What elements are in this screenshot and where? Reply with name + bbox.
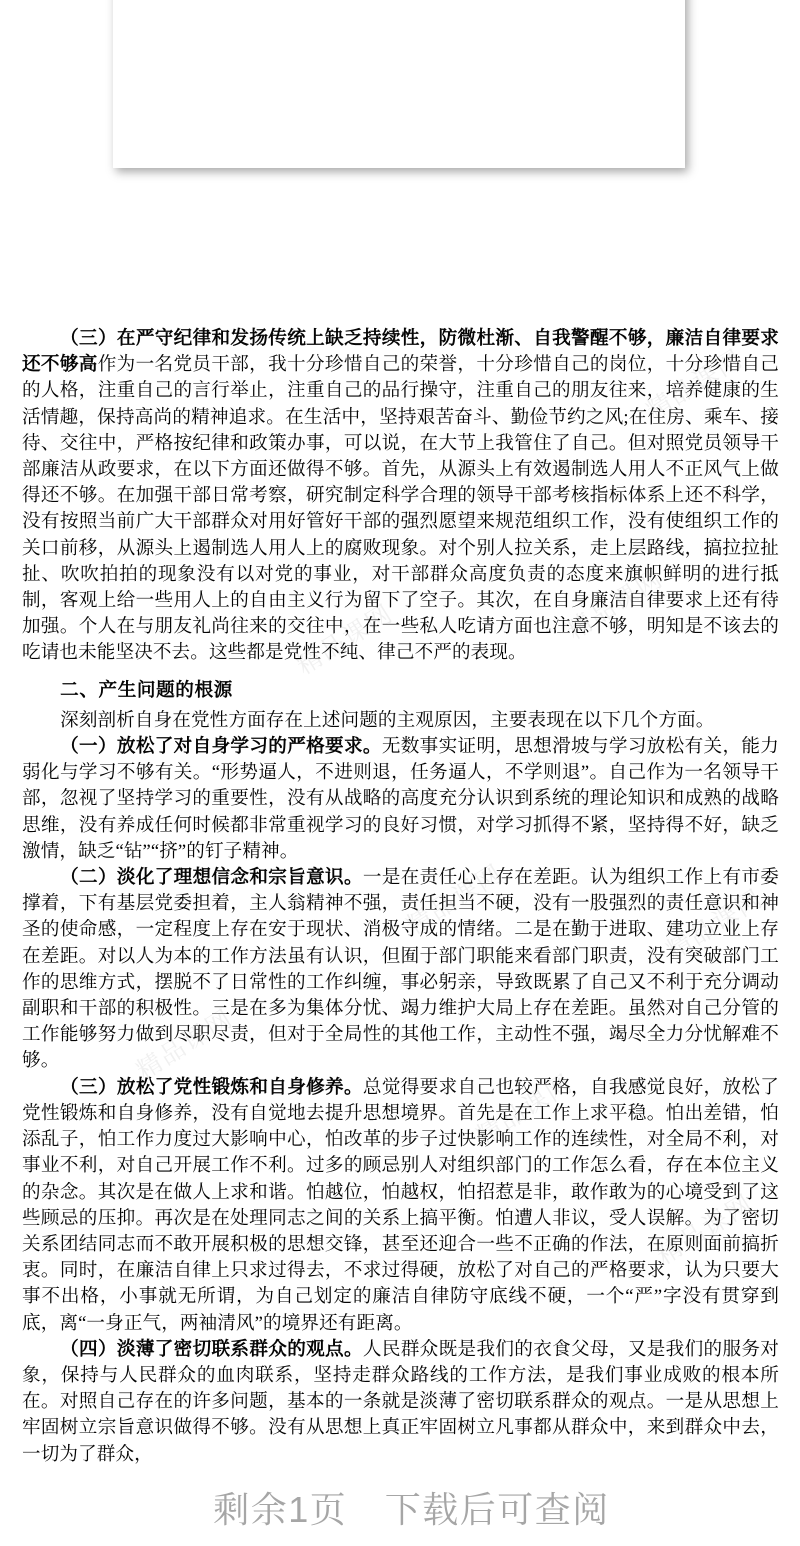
section-three-paragraph (22, 326, 779, 667)
watermark-text: 精品课网 (661, 884, 769, 966)
watermark-text: 精品课网 (471, 1069, 579, 1151)
watermark-text: 精品课网 (401, 859, 509, 941)
root-cause-item-2-heading: （二）淡化了理想信念和宗旨意识。 (60, 867, 363, 889)
section-three-body: 作为一名党员干部，我十分珍惜自己的荣誉，十分珍惜自己的岗位，十分珍惜自己的人格，注重自己的言行举止，注重自己的品行操守，注重自己的朋友往来，培养健康的生活情趣，保持高尚的精神追求。在生活中，坚持艰苦奋斗、勤俭节约之风;在住房、乘车、接待、交往中，严格按纪律和政策办事，可以说，在大节上我管住了自己。但对照党员领导干部廉洁从政要求，在以下方面还做得不够。首先，从源头上有效遏制选人用人不正风气上做得还不够。在加强干部日常考察，研究制定科学合理的领导干部考核指标体系上还不科学，没有按照当前广大干部群众对用好管好干部的强烈愿望来规范组织工作，没有使组织工作的关口前移，从源头上遏制选人用人上的腐败现象。对个别人拉关系，走上层路线，搞拉拉扯扯、吹吹拍拍的现象没有以对党的事业，对干部群众高度负责的态度来旗帜鲜明的进行抵制，客观上给一些用人上的自由主义行为留下了空子。其次，在自身廉洁自律要求上还有待加强。个人在与朋友礼尚往来的交往中，在一些私人吃请方面也注意不够，明知是不该去的吃请也未能坚决不去。这些都是党性不纯、律己不严的表现。 (22, 354, 779, 664)
root-cause-item-3-body: 总觉得要求自己也较严格，自我感觉良好，放松了党性锻炼和自身修养，没有自觉地去提升思想境界。首先是在工作上求平稳。怕出差错，怕添乱子，怕工作力度过大影响中心，怕改革的步子过快影响工作的连续性，对全局不利，对事业不利，对自己开展工作不利。过多的顾忌别人对组织部门的工作怎么看，存在本位主义的杂念。其次是在做人上求和谐。怕越位，怕越权，怕招惹是非，敢作敢为的心境受到了这些顾忌的压抑。再次是在处理同志之间的关系上搞平衡。怕遭人非议，受人误解。为了密切关系团结同志而不敢开展积极的思想交锋，甚至还迎合一些不正确的作法，在原则面前搞折衷。同时，在廉洁自律上只求过得去，不求过得硬，放松了对自己的严格要求，认为只要大事不出格，小事就无所谓，为自己划定的廉洁自律防守底线不硬，一个“严”字没有贯穿到底，离“一身正气，两袖清风”的境界还有距离。 (22, 1076, 779, 1334)
root-cause-item-1-body: 无数事实证明，思想滑坡与学习放松有关，能力弱化与学习不够有关。“形势逼人，不进则退，任务逼人，不学则退”。自己作为一名领导干部，忽视了坚持学习的重要性，没有从战略的高度充分认识到系统的理论知识和成熟的战略思维，没有养成任何时候都非常重视学习的良好习惯，对学习抓得不紧，坚持得不好，缺乏激情，缺乏“钻”“挤”的钉子精神。 (22, 736, 779, 862)
watermark-text: 精品课网 (561, 564, 669, 646)
root-cause-item-3-heading: （三）放松了党性锻炼和自身修养。 (60, 1076, 363, 1098)
root-cause-item-1-heading: （一）放松了对自身学习的严格要求。 (60, 736, 382, 758)
part-two-lead-paragraph: 深刻剖析自身在党性方面存在上述问题的主观原因，主要表现在以下几个方面。 (60, 709, 715, 731)
root-cause-item-4-body: 人民群众既是我们的衣食父母，又是我们的服务对象，保持与人民群众的血肉联系，坚持走群众路线的工作方法，是我们事业成败的根本所在。对照自己存在的许多问题，基本的一条就是淡薄了密切联系群众的观点。一是从思想上牢固树立宗旨意识做得不够。没有从思想上真正牢固树立凡事都从群众中，来到群众中去，一切为了群众， (22, 1338, 779, 1465)
root-cause-item-4-heading: （四）淡薄了密切联系群众的观点。 (60, 1338, 363, 1360)
root-cause-item-3 (22, 1075, 779, 1337)
watermark-text: 精品课网 (291, 599, 399, 681)
remaining-pages-footer[interactable] (0, 1440, 800, 1533)
part-two-title: 二、产生问题的根源 (60, 679, 233, 701)
remaining-pages-text: 剩余1页 下载后可查阅 (213, 1489, 610, 1530)
root-cause-item-2 (22, 865, 779, 1075)
document-page-content (22, 326, 779, 1468)
root-cause-item-2-body: 一是在责任心上存在差距。认为组织工作上有市委撑着，下有基层党委担着，主人翁精神不强，责任担当不硬，没有一股强烈的责任意识和神圣的使命感，一定程度上存在安于现状、消极守成的情绪。二是在勤于进取、建功立业上存在差距。对以人为本的工作方法虽有认识，但囿于部门职能来看部门职责，没有突破部门工作的思维方式，摆脱不了日常性的工作纠缠，事必躬亲，导致既累了自己又不利于充分调动副职和干部的积极性。三是在多为集体分忧、竭力维护大局上存在差距。虽然对自己分管的工作能够努力做到尽职尽责，但对于全局性的其他工作，主动性不强，竭尽全力分忧解难不够。 (22, 867, 779, 1072)
section-three-heading: （三）在严守纪律和发扬传统上缺乏持续性，防微杜渐、自我警醒不够，廉洁自律要求还不够高 (22, 328, 779, 376)
watermark-text: 精品课网 (131, 1004, 239, 1086)
previous-page-card-container (0, 0, 800, 170)
watermark-text: 精品课网 (641, 344, 749, 426)
watermark-text: 精品课网 (651, 1189, 759, 1271)
root-cause-item-1 (22, 734, 779, 865)
previous-page-card[interactable] (113, 0, 685, 168)
